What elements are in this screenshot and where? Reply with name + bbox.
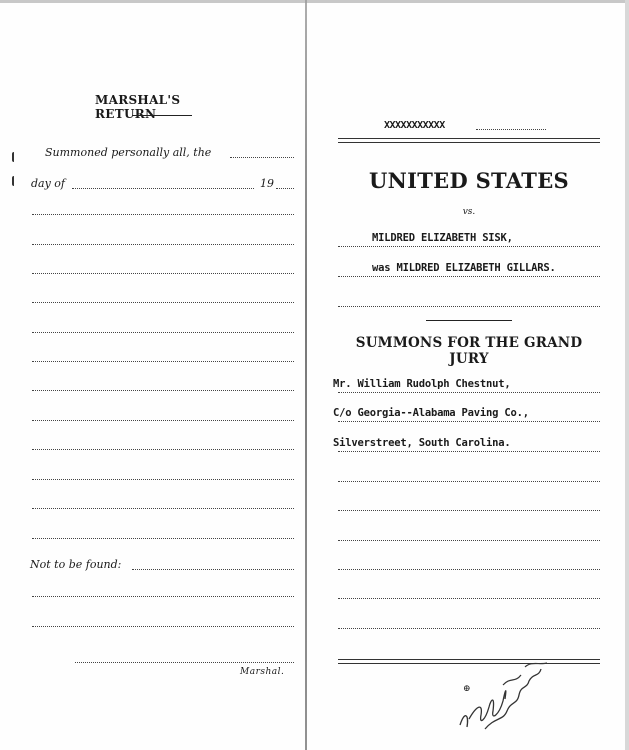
return-line — [32, 390, 294, 391]
blank-line — [338, 481, 600, 482]
blank-line — [338, 598, 600, 599]
defendant-line — [338, 246, 600, 247]
day-fill-line — [72, 188, 254, 189]
center-fold — [305, 0, 307, 750]
return-line — [32, 332, 294, 333]
return-line — [32, 626, 294, 627]
not-found-fill-line — [132, 569, 294, 570]
return-line — [32, 449, 294, 450]
marshals-return-title: MARSHAL'S RETURN — [95, 93, 181, 121]
blank-line — [338, 510, 600, 511]
addressee-location: Silverstreet, South Carolina. — [333, 437, 511, 449]
summoned-fill-line — [230, 157, 294, 158]
address-line — [338, 392, 600, 393]
case-title: UNITED STATES — [369, 168, 569, 193]
return-line — [32, 538, 294, 539]
blank-line — [338, 569, 600, 570]
blank-line — [338, 628, 600, 629]
page-edge — [625, 0, 629, 750]
title-underline — [132, 115, 192, 116]
return-line — [32, 214, 294, 215]
return-line — [32, 302, 294, 303]
handwritten-initials — [455, 655, 575, 735]
defendant-alias: was MILDRED ELIZABETH GILLARS. — [372, 262, 556, 274]
return-line — [32, 273, 294, 274]
staple-mark — [12, 152, 17, 162]
alias-line — [338, 276, 600, 277]
defendant-name: MILDRED ELIZABETH SISK, — [372, 232, 513, 244]
section-rule — [426, 320, 512, 321]
return-line — [32, 479, 294, 480]
stamp-mark: ⊕ — [463, 684, 471, 694]
blank-line — [338, 540, 600, 541]
not-found-label: Not to be found: — [30, 558, 122, 571]
versus-label: vs. — [462, 207, 476, 217]
summoned-label: Summoned personally all, the — [45, 146, 212, 159]
marshal-signature-line — [75, 662, 294, 663]
day-of-label: day of — [31, 177, 66, 190]
summons-title: SUMMONS FOR THE GRAND JURY — [355, 335, 583, 367]
struck-out-text: XXXXXXXXXXX — [384, 120, 445, 131]
marshal-label: Marshal. — [240, 667, 285, 677]
address-line — [338, 451, 600, 452]
return-line — [32, 508, 294, 509]
return-line — [32, 596, 294, 597]
return-line — [32, 420, 294, 421]
header-double-rule — [338, 138, 600, 143]
year-prefix: 19 — [260, 177, 274, 190]
top-shadow — [0, 0, 629, 3]
addressee-company: C/o Georgia--Alabama Paving Co., — [333, 407, 529, 419]
year-fill-line — [276, 188, 294, 189]
return-line — [32, 244, 294, 245]
struck-fill-line — [476, 129, 546, 130]
address-line — [338, 421, 600, 422]
return-line — [32, 361, 294, 362]
staple-mark — [12, 176, 17, 186]
blank-line — [338, 306, 600, 307]
addressee-name: Mr. William Rudolph Chestnut, — [333, 378, 511, 390]
